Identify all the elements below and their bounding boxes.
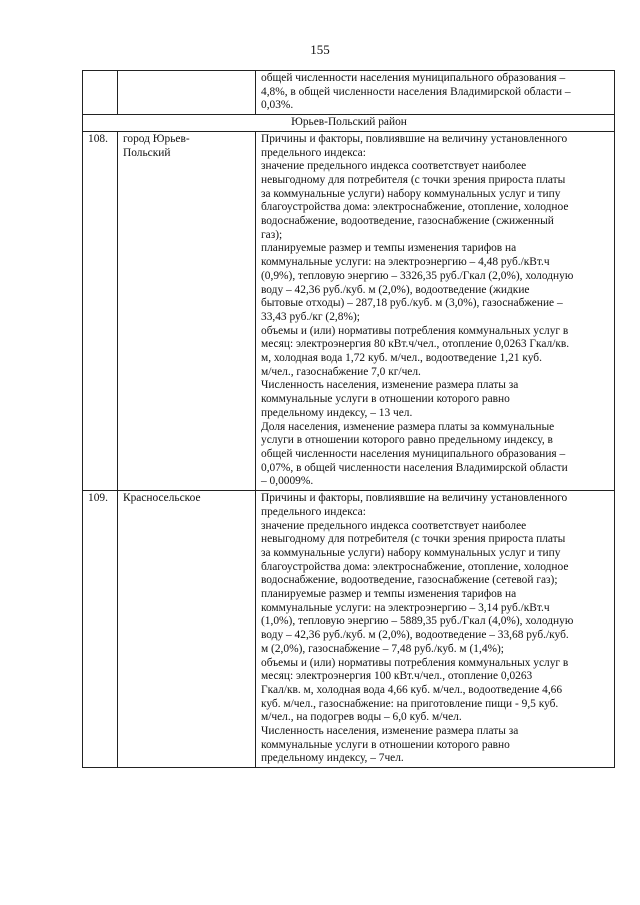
text-line: куб. м/чел., газоснабжение: на приготовление пищи - 9,5 куб. bbox=[261, 697, 559, 710]
district-header-row bbox=[83, 115, 615, 132]
text-line: 4,8%, в общей численности населения Владимирской области – bbox=[261, 85, 571, 98]
text-line: м/чел., на подогрев воды – 6,0 куб. м/чел. bbox=[261, 711, 462, 724]
text-line: газ); bbox=[261, 228, 283, 241]
text-line: планируемые размер и темпы изменения тарифов на bbox=[261, 588, 517, 601]
text-line: предельного индекса: bbox=[261, 146, 366, 159]
text-line: водоснабжение, водоотведение, газоснабжение (сжиженный bbox=[261, 215, 554, 228]
name-line: Красносельское bbox=[123, 492, 201, 505]
row-number: 108. bbox=[83, 131, 118, 490]
text-line: невыгодному для потребителя (с точки зрения прироста платы bbox=[261, 533, 566, 546]
description-cell bbox=[256, 491, 615, 768]
text-line: за коммунальные услуги) набору коммунальных услуг и типу bbox=[261, 187, 561, 200]
municipality-name bbox=[118, 491, 256, 768]
text-line: Причины и факторы, повлиявшие на величину установленного bbox=[261, 132, 568, 145]
row-number-cell bbox=[83, 71, 118, 115]
text-line: воду – 42,36 руб./куб. м (2,0%), водоотведение – 33,68 руб./куб. bbox=[261, 629, 569, 642]
text-line: м/чел., газоснабжение 7,0 кг/чел. bbox=[261, 365, 421, 378]
text-line: 33,43 руб./кг (2,8%); bbox=[261, 310, 360, 323]
text-line: месяц: электроэнергия 80 кВт.ч/чел., отопление 0,0263 Гкал/кв. bbox=[261, 338, 570, 351]
text-line: благоустройства дома: электроснабжение, отопление, холодное bbox=[261, 201, 569, 214]
text-line: Численность населения, изменение размера платы за bbox=[261, 725, 519, 738]
text-line: – 0,0009%. bbox=[261, 475, 314, 488]
text-line: услуги в отношении которого равно предельному индексу, в bbox=[261, 434, 553, 447]
municipality-name bbox=[118, 131, 256, 490]
text-line: коммунальные услуги в отношении которого равно bbox=[261, 738, 510, 751]
text-line: (0,9%), тепловую энергию – 3326,35 руб./Гкал (2,0%), холодную bbox=[261, 269, 574, 282]
table-row bbox=[83, 491, 615, 768]
table-row bbox=[83, 131, 615, 490]
text-line: коммунальные услуги в отношении которого равно bbox=[261, 393, 510, 406]
text-line: Численность населения, изменение размера платы за bbox=[261, 379, 519, 392]
text-line: предельному индексу, – 7чел. bbox=[261, 752, 404, 765]
text-line: коммунальные услуги: на электроэнергию – 4,48 руб./кВт.ч bbox=[261, 256, 550, 269]
text-line: 0,03%. bbox=[261, 99, 294, 112]
text-line: (1,0%), тепловую энергию – 5889,35 руб./Гкал (4,0%), холодную bbox=[261, 615, 574, 628]
table-row-continuation bbox=[83, 71, 615, 115]
text-line: невыгодному для потребителя (с точки зрения прироста платы bbox=[261, 173, 566, 186]
name-line: город Юрьев- bbox=[123, 132, 190, 145]
text-line: объемы и (или) нормативы потребления коммунальных услуг в bbox=[261, 324, 569, 337]
text-line: воду – 42,36 руб./куб. м (2,0%), водоотведение (жидкие bbox=[261, 283, 530, 296]
text-line: коммунальные услуги: на электроэнергию – 3,14 руб./кВт.ч bbox=[261, 601, 550, 614]
text-line: м, холодная вода 1,72 куб. м/чел., водоотведение 1,21 куб. bbox=[261, 352, 542, 365]
text-line: за коммунальные услуги) набору коммунальных услуг и типу bbox=[261, 546, 561, 559]
text-line: 0,07%, в общей численности населения Владимирской области bbox=[261, 461, 568, 474]
text-line: Гкал/кв. м, холодная вода 4,66 куб. м/чел., водоотведение 4,66 bbox=[261, 683, 563, 696]
text-line: Причины и факторы, повлиявшие на величину установленного bbox=[261, 492, 568, 505]
text-line: планируемые размер и темпы изменения тарифов на bbox=[261, 242, 517, 255]
text-line: месяц: электроэнергия 100 кВт.ч/чел., отопление 0,0263 bbox=[261, 670, 533, 683]
description-cell bbox=[256, 131, 615, 490]
text-line: предельному индексу, – 13 чел. bbox=[261, 406, 413, 419]
text-line: м (2,0%), газоснабжение – 7,48 руб./куб. м (1,4%); bbox=[261, 642, 504, 655]
page-number: 155 bbox=[310, 42, 330, 57]
description-cell bbox=[256, 71, 615, 115]
district-name: Юрьев-Польский район bbox=[83, 115, 615, 132]
text-line: предельного индекса: bbox=[261, 505, 366, 518]
tariff-index-table bbox=[82, 70, 615, 768]
row-number: 109. bbox=[83, 491, 118, 768]
text-line: водоснабжение, водоотведение, газоснабжение (сетевой газ); bbox=[261, 574, 558, 587]
text-line: значение предельного индекса соответствует наиболее bbox=[261, 160, 527, 173]
text-line: объемы и (или) нормативы потребления коммунальных услуг в bbox=[261, 656, 569, 669]
text-line: благоустройства дома: электроснабжение, отопление, холодное bbox=[261, 560, 569, 573]
text-line: общей численности населения муниципального образования – bbox=[261, 447, 566, 460]
text-line: общей численности населения муниципального образования – bbox=[261, 72, 566, 84]
municipality-cell bbox=[118, 71, 256, 115]
text-line: значение предельного индекса соответствует наиболее bbox=[261, 519, 527, 532]
name-line: Польский bbox=[123, 146, 171, 159]
text-line: бытовые отходы) – 287,18 руб./куб. м (3,0%), газоснабжение – bbox=[261, 297, 563, 310]
text-line: Доля населения, изменение размера платы за коммунальные bbox=[261, 420, 555, 433]
